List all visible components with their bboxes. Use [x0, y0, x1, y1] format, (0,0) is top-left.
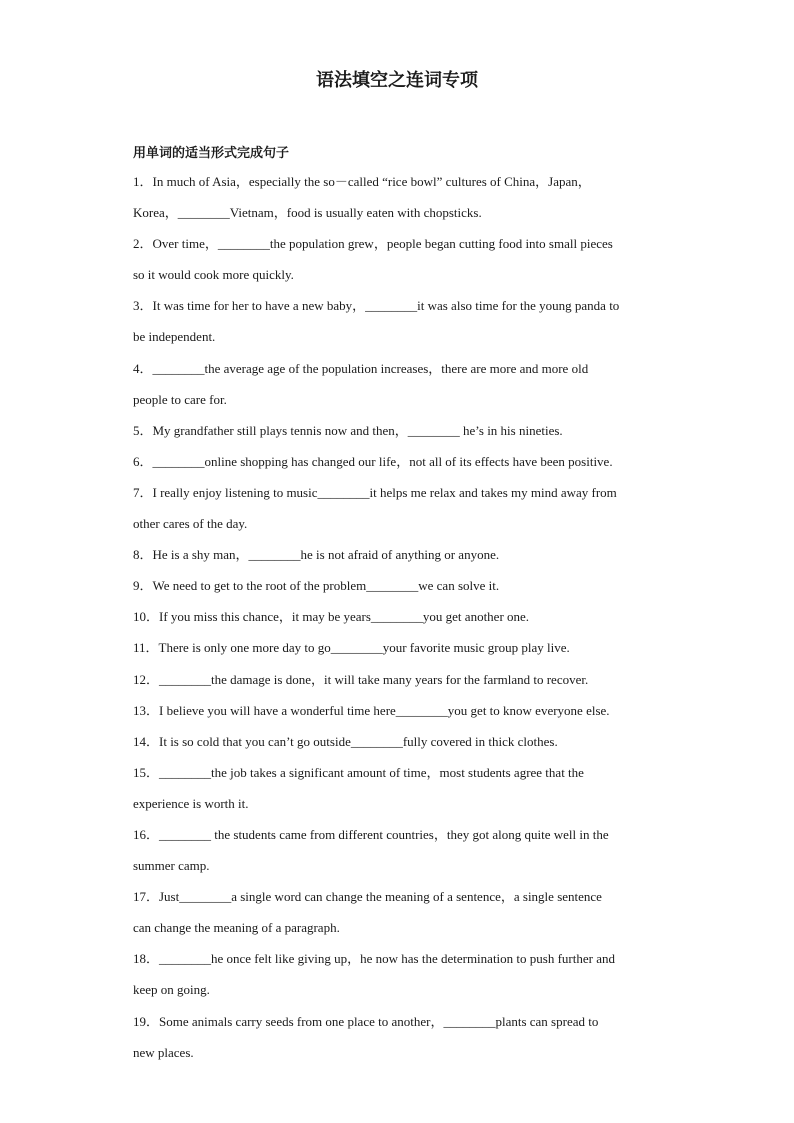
question-line-continued: can change the meaning of a paragraph. [133, 920, 340, 936]
question-line: 13．I believe you will have a wonderful time here________you get to know everyone else. [133, 702, 610, 718]
question-line: 12．________the damage is done，it will take many years for the farmland to recover. [133, 671, 589, 687]
section-heading: 用单词的适当形式完成句子 [133, 146, 290, 161]
question-line: 9．We need to get to the root of the problem________we can solve it. [133, 578, 500, 594]
question-line: 1．In much of Asia，especially the so－called “rice bowl” cultures of China，Japan， [133, 174, 591, 189]
question-line: 7．I really enjoy listening to music________it helps me relax and takes my mind away from [133, 484, 617, 500]
question-line: 15．________the job takes a significant amount of time，most students agree that the [133, 764, 584, 780]
question-line: 2．Over time，________the population grew，people began cutting food into small pieces [133, 236, 613, 252]
question-line: 6．________online shopping has changed our life，not all of its effects have been positive. [133, 453, 613, 469]
question-line-continued: new places. [133, 1044, 194, 1060]
question-list [133, 166, 663, 1068]
question-line: 16．________ the students came from different countries，they got along quite well in the [133, 826, 609, 842]
question-line: 4．________the average age of the population increases，there are more and more old [133, 360, 589, 376]
question-line-continued: other cares of the day. [133, 516, 248, 532]
question-line: 3．It was time for her to have a new baby，________it was also time for the young panda to [133, 298, 620, 314]
question-line: 5．My grandfather still plays tennis now and then，________ he’s in his nineties. [133, 422, 563, 438]
question-line: 17．Just________a single word can change the meaning of a sentence，a single sentence [133, 889, 602, 905]
question-line-continued: be independent. [133, 329, 216, 345]
question-line-continued: people to care for. [133, 391, 227, 407]
question-line-continued: Korea，________Vietnam，food is usually eaten with chopsticks. [133, 205, 482, 221]
question-line-continued: so it would cook more quickly. [133, 267, 294, 283]
question-line: 14．It is so cold that you can’t go outside________fully covered in thick clothes. [133, 733, 558, 749]
page-title: 语法填空之连词专项 [316, 70, 478, 91]
question-line: 10．If you miss this chance，it may be years________you get another one. [133, 609, 530, 625]
question-line-continued: summer camp. [133, 858, 210, 874]
question-line: 19．Some animals carry seeds from one place to another，________plants can spread to [133, 1013, 599, 1029]
question-line: 11．There is only one more day to go________your favorite music group play live. [133, 640, 570, 656]
question-line-continued: keep on going. [133, 982, 210, 998]
question-line: 18．________he once felt like giving up，he now has the determination to push further and [133, 951, 615, 967]
question-line: 8．He is a shy man，________he is not afraid of anything or anyone. [133, 547, 500, 563]
question-line-continued: experience is worth it. [133, 795, 249, 811]
